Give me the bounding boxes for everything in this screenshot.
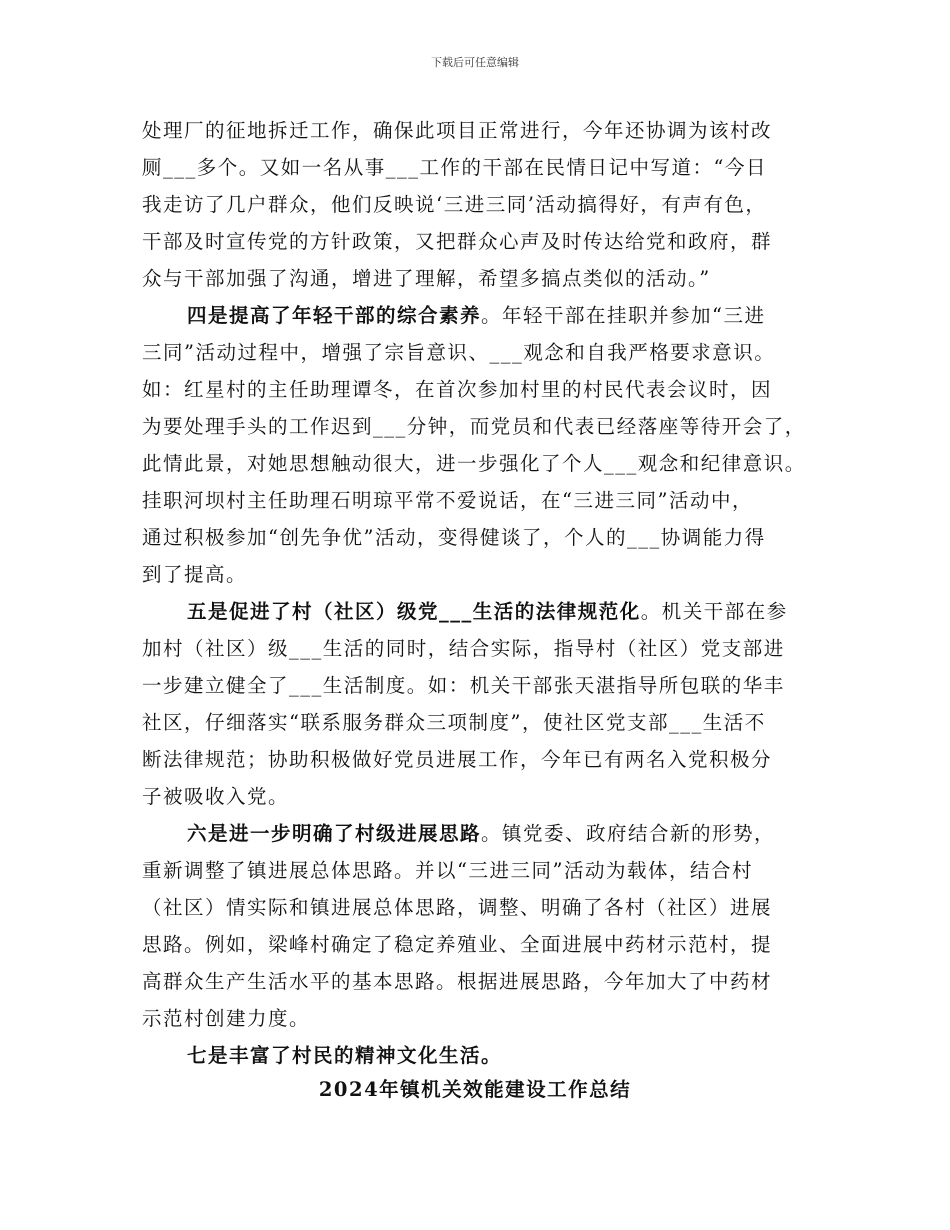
- text-line: 三同”活动过程中，增强了宗旨意识、___观念和自我严格要求意识。: [142, 341, 776, 364]
- text-span: 。年轻干部在挂职并参加“三进: [481, 304, 766, 327]
- paragraph-heading: 五是促进了村（社区）级党___生活的法律规范化: [187, 600, 641, 623]
- text-line: （社区）情实际和镇进展总体思路，调整、明确了各村（社区）进展: [142, 896, 773, 919]
- text-line: 挂职河坝村主任助理石明琼平常不爱说话，在“三进三同”活动中，: [142, 489, 753, 512]
- text-line: 我走访了几户群众，他们反映说‘三进三同’活动搞得好，有声有色，: [142, 193, 767, 216]
- paragraph-first-line: [142, 593, 818, 630]
- paragraph-heading: 六是进一步明确了村级进展思路: [187, 822, 482, 845]
- text-line: 干部及时宣传党的方针政策，又把群众心声及时传达给党和政府，群: [142, 230, 773, 253]
- paragraph-heading: 七是丰富了村民的精神文化生活。: [187, 1044, 503, 1067]
- text-line: 高群众生产生活水平的基本思路。根据进展思路，今年加大了中药材: [142, 970, 773, 993]
- text-line: 社区，仔细落实“联系服务群众三项制度”，使社区党支部___生活不: [142, 711, 766, 734]
- text-line: 厕___多个。又如一名从事___工作的干部在民情日记中写道：“今日: [142, 156, 767, 179]
- text-line: 示范村创建力度。: [142, 1007, 311, 1030]
- text-line: 一步建立健全了___生活制度。如：机关干部张天湛指导所包联的华丰: [142, 674, 785, 697]
- text-line: 子被吸收入党。: [142, 785, 290, 808]
- text-span: 。镇党委、政府结合新的形势，: [481, 822, 776, 845]
- paragraph-first-line: [142, 1037, 818, 1074]
- text-line: 加村（社区）级___生活的同时，结合实际，指导村（社区）党支部进: [142, 637, 785, 660]
- text-line: 到了提高。: [142, 563, 248, 586]
- text-line: 众与干部加强了沟通，增进了理解，希望多搞点类似的活动。”: [142, 267, 711, 290]
- text-line: 通过积极参加“创先争优”活动，变得健谈了，个人的___协调能力得: [142, 526, 766, 549]
- text-line: 为要处理手头的工作迟到___分钟，而党员和代表已经落座等待开会了，: [142, 415, 806, 438]
- text-line: 思路。例如，梁峰村确定了稳定养殖业、全面进展中药材示范村，提: [142, 933, 773, 956]
- text-line: 断法律规范；协助积极做好党员进展工作，今年已有两名入党积极分: [142, 748, 773, 771]
- text-line: 此情此景，对她思想触动很大，进一步强化了个人___观念和纪律意识。: [142, 452, 806, 475]
- paragraph-heading: 四是提高了年轻干部的综合素养: [187, 304, 482, 327]
- document-title: 2024年镇机关效能建设工作总结: [318, 1078, 632, 1101]
- document-body: [142, 112, 818, 1074]
- text-line: 如：红星村的主任助理谭冬，在首次参加村里的村民代表会议时，因: [142, 378, 773, 401]
- page-header: 下载后可任意编辑: [431, 56, 519, 69]
- paragraph-first-line: [142, 815, 818, 852]
- text-line: 重新调整了镇进展总体思路。并以“三进三同”活动为载体，结合村: [142, 859, 753, 882]
- paragraph-first-line: [142, 297, 818, 334]
- text-line: 处理厂的征地拆迁工作，确保此项目正常进行，今年还协调为该村改: [142, 119, 773, 142]
- text-span: 。机关干部在参: [640, 600, 788, 623]
